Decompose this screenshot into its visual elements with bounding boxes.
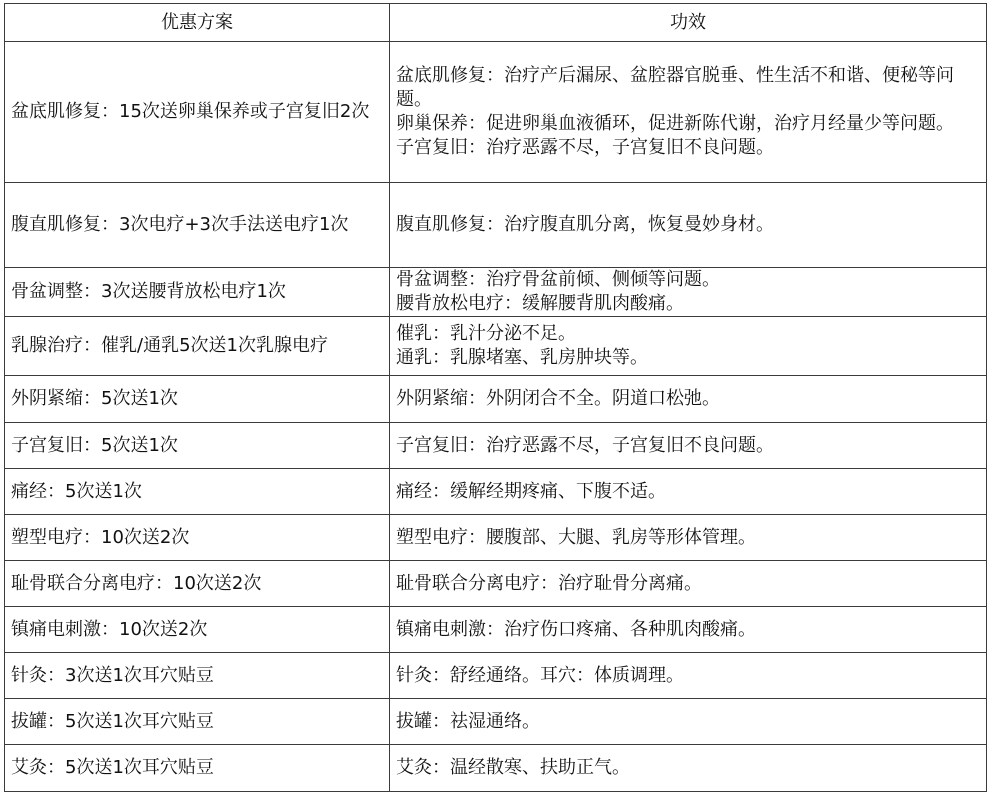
effect-cell[interactable] [390, 607, 987, 653]
effect-cell[interactable] [390, 515, 987, 561]
offer-cell[interactable]: 塑型电疗：10次送2次 [5, 515, 390, 561]
offer-cell[interactable]: 乳腺治疗：催乳/通乳5次送1次乳腺电疗 [5, 317, 390, 376]
offer-cell[interactable]: 艾灸：5次送1次耳穴贴豆 [5, 745, 390, 792]
table-row [5, 423, 987, 469]
table-row [5, 745, 987, 792]
effect-line: 子宫复旧：治疗恶露不尽，子宫复旧不良问题。 [396, 434, 774, 456]
effect-line: 腹直肌修复：治疗腹直肌分离，恢复曼妙身材。 [396, 214, 774, 235]
effect-line: 催乳：乳汁分泌不足。 [396, 323, 576, 344]
table-row [5, 42, 987, 183]
effect-line: 盆底肌修复：治疗产后漏尿、盆腔器官脱垂、性生活不和谐、便秘等问题。 [396, 65, 954, 110]
table-row [5, 268, 987, 317]
table-row [5, 183, 987, 268]
offer-cell[interactable]: 子宫复旧：5次送1次 [5, 423, 390, 469]
effect-line: 耻骨联合分离电疗：治疗耻骨分离痛。 [396, 572, 702, 594]
table-row [5, 607, 987, 653]
effect-line: 子宫复旧：治疗恶露不尽，子宫复旧不良问题。 [396, 137, 774, 158]
column-header-effect: 功效 [390, 4, 987, 42]
offer-cell[interactable]: 针灸：3次送1次耳穴贴豆 [5, 653, 390, 699]
offer-cell[interactable]: 骨盆调整：3次送腰背放松电疗1次 [5, 268, 390, 317]
offer-cell[interactable]: 拔罐：5次送1次耳穴贴豆 [5, 699, 390, 745]
effect-line: 拔罐：祛湿通络。 [396, 710, 540, 732]
effect-cell[interactable] [390, 561, 987, 607]
effect-line: 通乳：乳腺堵塞、乳房肿块等。 [396, 347, 648, 368]
table-row [5, 561, 987, 607]
effect-line: 针灸：舒经通络。耳穴：体质调理。 [396, 664, 684, 686]
offer-cell[interactable]: 镇痛电刺激：10次送2次 [5, 607, 390, 653]
effect-cell[interactable] [390, 745, 987, 792]
offer-cell[interactable]: 外阴紧缩：5次送1次 [5, 376, 390, 423]
effect-line: 卵巢保养：促进卵巢血液循环，促进新陈代谢，治疗月经量少等问题。 [396, 113, 954, 134]
table-row [5, 515, 987, 561]
effect-line: 镇痛电刺激：治疗伤口疼痛、各种肌肉酸痛。 [396, 618, 756, 640]
offer-cell[interactable]: 盆底肌修复：15次送卵巢保养或子宫复旧2次 [5, 42, 390, 183]
effect-cell[interactable] [390, 268, 987, 317]
table-body [5, 42, 987, 792]
table-row [5, 317, 987, 376]
offer-cell[interactable]: 痛经：5次送1次 [5, 469, 390, 515]
effect-line: 腰背放松电疗：缓解腰背肌肉酸痛。 [396, 293, 684, 314]
header-row [5, 4, 987, 42]
promotion-table [4, 3, 987, 792]
effect-line: 塑型电疗：腰腹部、大腿、乳房等形体管理。 [396, 526, 756, 548]
effect-line: 艾灸：温经散寒、扶助正气。 [396, 757, 630, 778]
column-header-offer: 优惠方案 [5, 4, 390, 42]
effect-cell[interactable] [390, 423, 987, 469]
effect-cell[interactable] [390, 653, 987, 699]
offer-cell[interactable]: 耻骨联合分离电疗：10次送2次 [5, 561, 390, 607]
effect-cell[interactable] [390, 183, 987, 268]
effect-cell[interactable] [390, 376, 987, 423]
effect-cell[interactable] [390, 469, 987, 515]
effect-cell[interactable] [390, 699, 987, 745]
effect-cell[interactable] [390, 317, 987, 376]
table-row [5, 376, 987, 423]
table-row [5, 469, 987, 515]
effect-cell[interactable] [390, 42, 987, 183]
table-row [5, 653, 987, 699]
table-row [5, 699, 987, 745]
offer-cell[interactable]: 腹直肌修复：3次电疗+3次手法送电疗1次 [5, 183, 390, 268]
effect-line: 骨盆调整：治疗骨盆前倾、侧倾等问题。 [396, 269, 720, 290]
effect-line: 痛经：缓解经期疼痛、下腹不适。 [396, 480, 666, 502]
effect-line: 外阴紧缩：外阴闭合不全。阴道口松弛。 [396, 388, 720, 409]
